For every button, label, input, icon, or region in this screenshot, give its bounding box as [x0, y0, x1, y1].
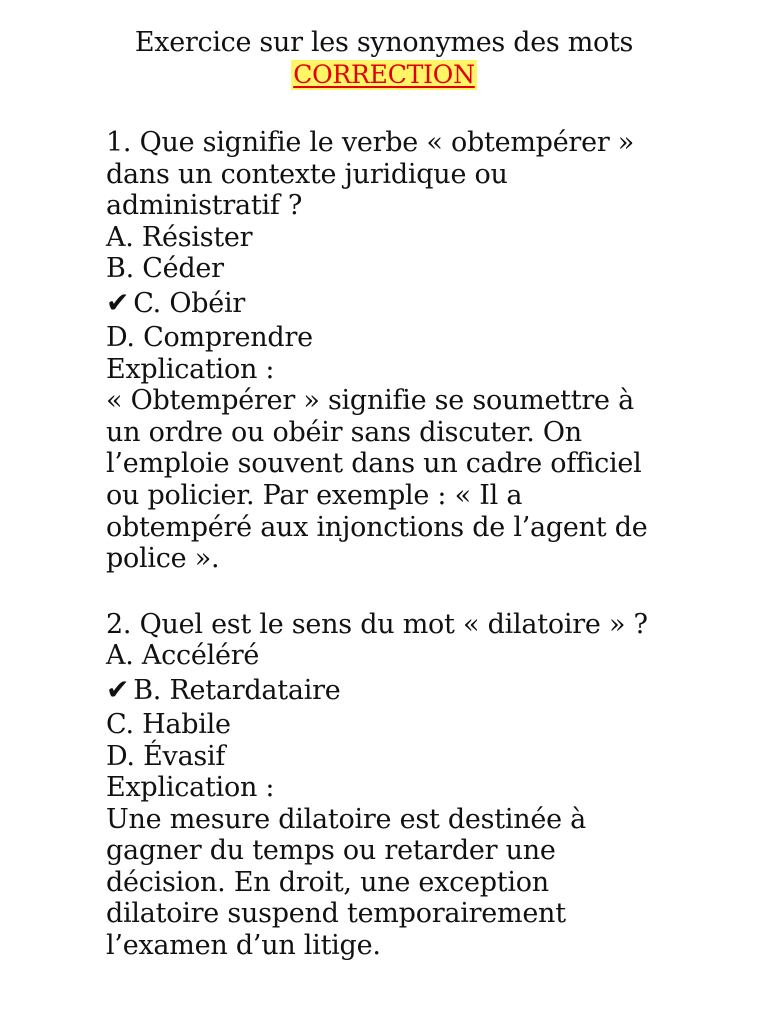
- explanation-line: dilatoire suspend temporairement: [106, 898, 566, 930]
- explanation-line: Une mesure dilatoire est destinée à: [106, 803, 587, 835]
- answer-option: C. Habile: [106, 708, 231, 740]
- answer-option: D. Évasif: [106, 740, 226, 772]
- question-spacer: [106, 575, 706, 609]
- explanation-line: l’examen d’un litige.: [106, 930, 381, 962]
- explanation-label: Explication :: [106, 772, 275, 804]
- check-icon: ✔: [106, 672, 130, 706]
- explanation-line: un ordre ou obéir sans discuter. On: [106, 416, 582, 448]
- explanation-line: « Obtempérer » signifie se soumettre à: [106, 385, 634, 417]
- page-title: Exercice sur les synonymes des mots: [134, 27, 634, 58]
- check-icon: ✔: [106, 285, 130, 319]
- answer-option-correct: [106, 285, 706, 322]
- answer-option: B. Céder: [106, 253, 224, 285]
- answer-option: D. Comprendre: [106, 321, 313, 353]
- explanation-line: l’emploie souvent dans un cadre officiel: [106, 448, 642, 480]
- explanation-line: ou policier. Par exemple : « Il a: [106, 479, 523, 511]
- subtitle-wrap: [0, 60, 768, 94]
- question-2: [106, 609, 706, 962]
- answer-option: A. Accéléré: [106, 640, 260, 672]
- correction-heading: CORRECTION: [293, 60, 475, 89]
- explanation-line: obtempéré aux injonctions de l’agent de: [106, 511, 648, 543]
- answer-option-label: B. Retardataire: [133, 674, 341, 706]
- answer-option-correct: [106, 672, 706, 709]
- questions-content: [106, 127, 706, 962]
- explanation-line: gagner du temps ou retarder une: [106, 835, 556, 867]
- answer-option-label: C. Obéir: [133, 287, 246, 319]
- header: [0, 26, 768, 94]
- explanation-label: Explication :: [106, 353, 275, 385]
- explanation-line: police ».: [106, 543, 220, 575]
- answer-option: A. Résister: [106, 221, 253, 253]
- question-prompt-line: 1. Que signifie le verbe « obtempérer »: [106, 127, 635, 158]
- question-prompt-line: dans un contexte juridique ou: [106, 158, 508, 190]
- question-prompt-line: 2. Quel est le sens du mot « dilatoire » ?: [106, 608, 648, 640]
- explanation-line: décision. En droit, une exception: [106, 866, 549, 898]
- question-prompt-line: administratif ?: [106, 190, 303, 222]
- question-1: [106, 127, 706, 575]
